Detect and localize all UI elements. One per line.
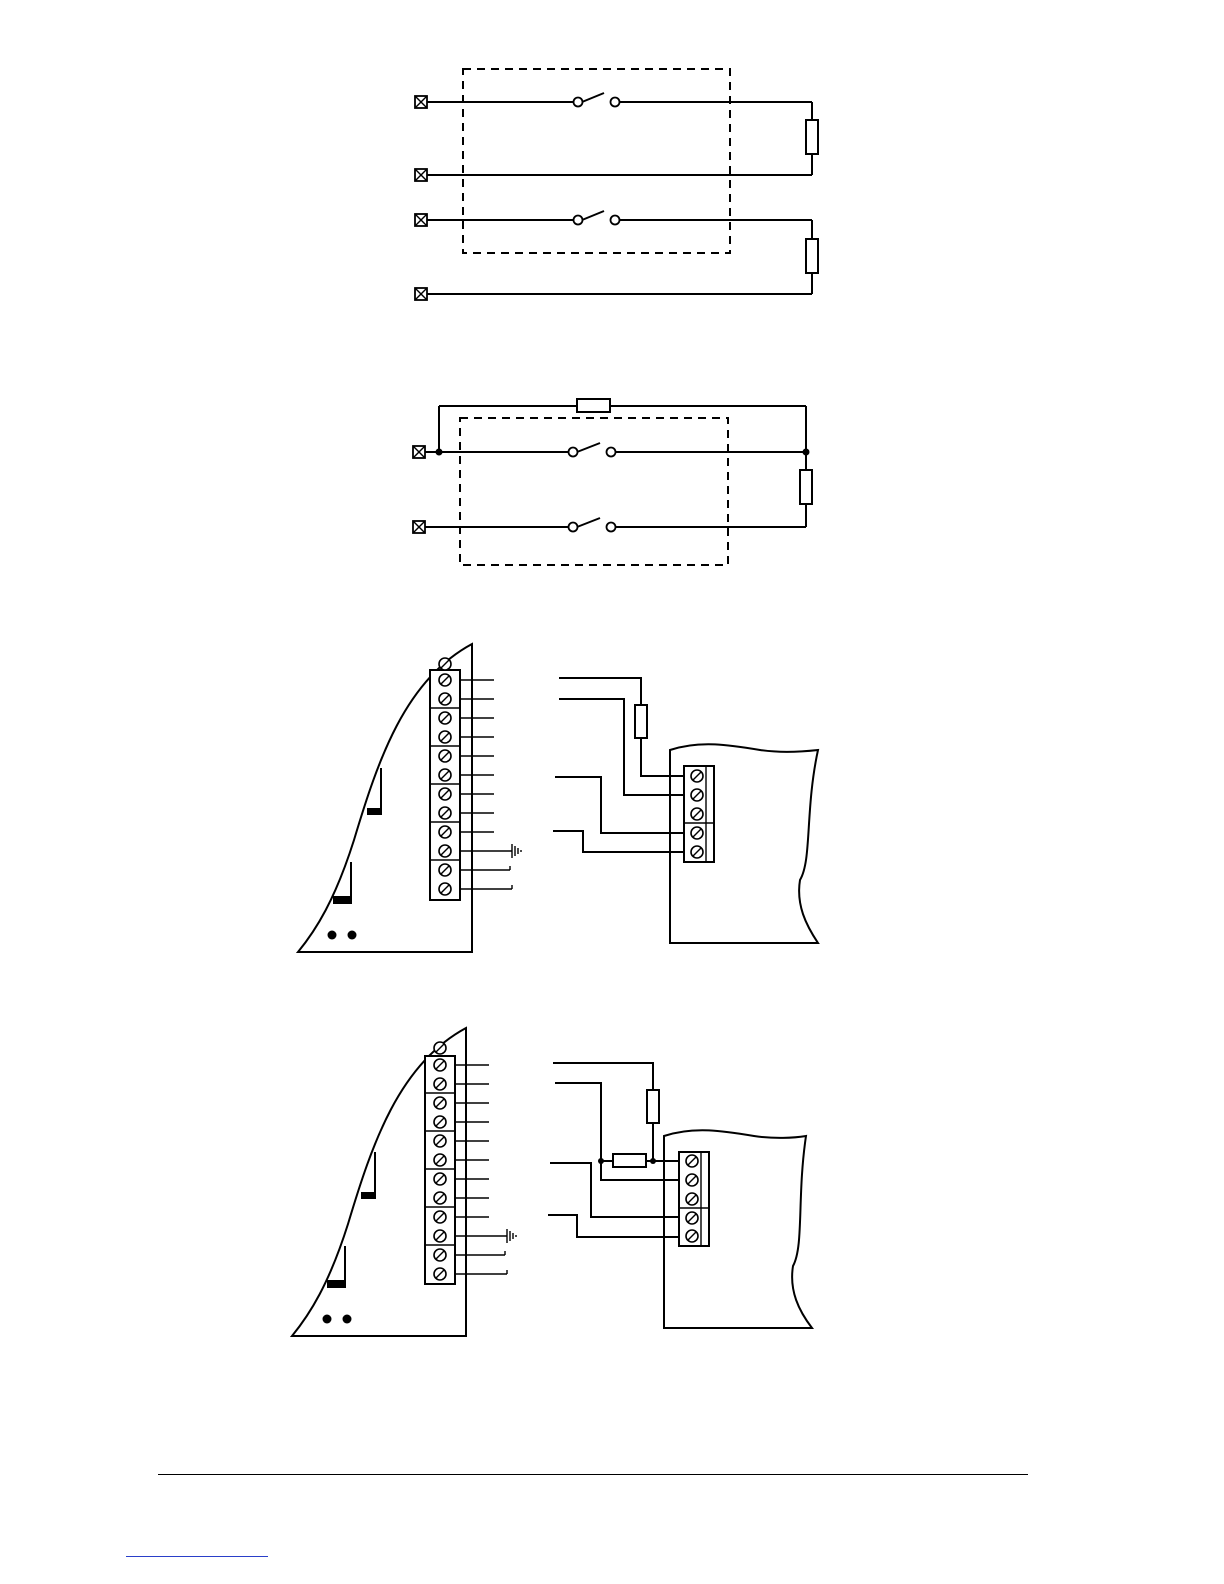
- terminal-4-icon: [415, 288, 427, 300]
- panel-led-icon: [323, 1315, 332, 1324]
- resistor-1: [806, 120, 818, 154]
- resistor-end-of-line: [800, 470, 812, 504]
- resistor-end-of-line: [635, 705, 647, 738]
- contact-switch-2: [425, 518, 806, 532]
- panel-component-icon: [327, 1246, 346, 1288]
- resistor-parallel: [613, 1154, 646, 1167]
- footer-rule: [158, 1474, 1028, 1475]
- terminal-1-icon: [415, 96, 427, 108]
- diagram-panel-connection-two-resistors: [292, 1028, 812, 1336]
- contact-switch-1: [569, 443, 807, 457]
- terminal-1-icon: [413, 446, 425, 458]
- contact-switch-2: [427, 211, 812, 225]
- panel-led-icon: [343, 1315, 352, 1324]
- contact-switch-1: [427, 93, 812, 107]
- ground-icon: [507, 1229, 516, 1243]
- diagram-series-zone-wiring: [413, 399, 812, 565]
- terminal-2-icon: [413, 521, 425, 533]
- footer-link-underline[interactable]: [126, 1556, 268, 1557]
- ground-icon: [512, 844, 521, 858]
- panel-led-icon: [328, 931, 337, 940]
- panel-led-icon: [348, 931, 357, 940]
- diagram-panel-connection-single-resistor: [298, 644, 818, 952]
- diagram-two-zone-wiring: [415, 69, 818, 300]
- resistor-2: [806, 239, 818, 273]
- resistor-parallel: [577, 399, 610, 412]
- device-enclosure-outline: [460, 418, 728, 565]
- resistor-end-of-line: [647, 1090, 659, 1123]
- panel-component-icon: [333, 862, 352, 904]
- terminal-3-icon: [415, 214, 427, 226]
- terminal-2-icon: [415, 169, 427, 181]
